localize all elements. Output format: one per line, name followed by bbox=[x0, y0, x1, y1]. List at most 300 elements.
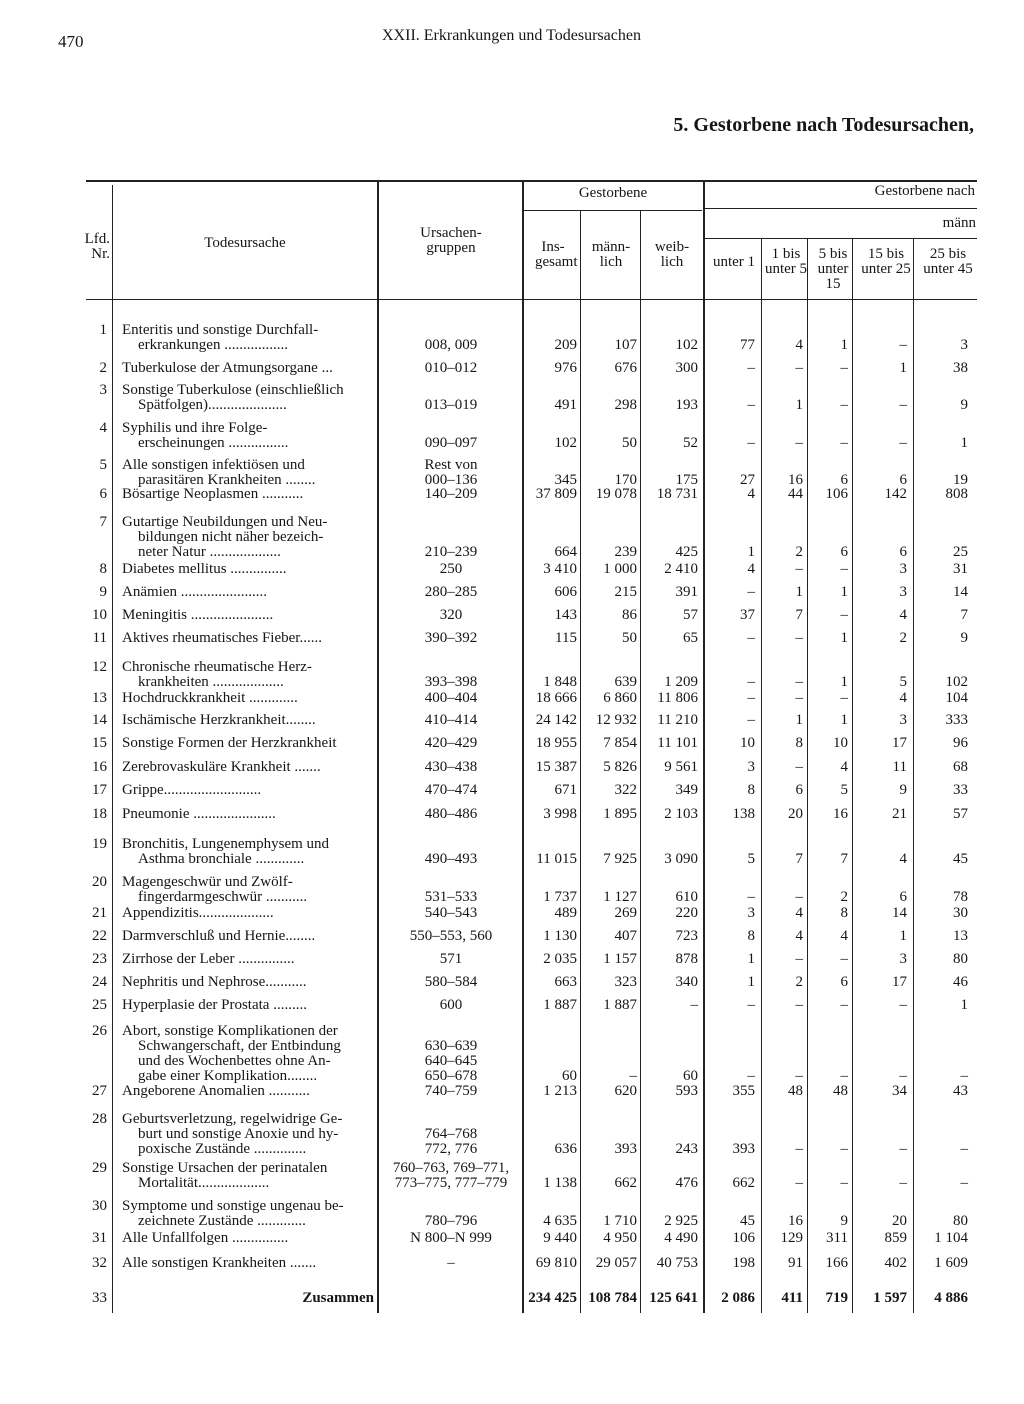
cause-name-line: Chronische rheumatische Herz- bbox=[122, 659, 312, 675]
cause-group-line: 531–533 bbox=[424, 889, 478, 905]
cause-name bbox=[122, 713, 374, 728]
male-age-under-1: 77 bbox=[740, 337, 755, 353]
row-number: 9 bbox=[99, 584, 107, 600]
male-age-25-45: 57 bbox=[953, 806, 968, 822]
male-age-1-5: 4 bbox=[795, 928, 803, 944]
male-age-5-15: 6 bbox=[840, 472, 848, 488]
cause-group-codes bbox=[384, 608, 518, 623]
male-age-1-5: 2 bbox=[795, 544, 803, 560]
cause-name-line: Sonstige Ursachen der perinatalen bbox=[122, 1160, 328, 1176]
col-rule-mae bbox=[640, 211, 641, 1313]
cause-name bbox=[122, 361, 374, 376]
male-age-15-25: 4 bbox=[899, 607, 907, 623]
male-age-15-25: 4 bbox=[899, 851, 907, 867]
cause-group-line: 090–097 bbox=[424, 435, 478, 451]
male-age-15-25: 11 bbox=[892, 759, 907, 775]
male-age-under-1: 3 bbox=[747, 759, 755, 775]
male-age-5-15: 5 bbox=[840, 782, 848, 798]
deaths-male: 1 895 bbox=[603, 806, 637, 822]
male-age-15-25: – bbox=[899, 997, 907, 1013]
cause-name bbox=[122, 660, 374, 690]
row-number: 11 bbox=[92, 630, 107, 646]
male-age-1-5: – bbox=[795, 1175, 803, 1191]
cause-group-codes bbox=[384, 1214, 518, 1229]
running-head: XXII. Erkrankungen und Todesursachen bbox=[382, 27, 641, 44]
cause-group-codes bbox=[384, 1127, 518, 1157]
male-age-under-1: – bbox=[747, 712, 755, 728]
male-age-5-15: – bbox=[840, 360, 848, 376]
deaths-total: 1 138 bbox=[543, 1175, 577, 1191]
deaths-female: – bbox=[690, 997, 698, 1013]
deaths-female: 340 bbox=[675, 974, 698, 990]
row-number: 28 bbox=[92, 1111, 107, 1127]
male-age-1-5: 20 bbox=[788, 806, 803, 822]
male-age-1-5: 4 bbox=[795, 905, 803, 921]
cause-name-line: Geburtsverletzung, regelwidrige Ge- bbox=[122, 1111, 343, 1127]
cause-group-codes bbox=[384, 436, 518, 451]
deaths-male: 7 854 bbox=[603, 735, 637, 751]
deaths-total: 671 bbox=[554, 782, 577, 798]
deaths-total: 3 410 bbox=[543, 561, 577, 577]
cause-name-line: Asthma bronchiale ............. bbox=[138, 851, 305, 867]
male-age-1-5: – bbox=[795, 561, 803, 577]
cause-group-codes bbox=[384, 585, 518, 600]
deaths-female: 476 bbox=[675, 1175, 698, 1191]
male-age-5-15: 1 bbox=[840, 337, 848, 353]
cause-name bbox=[122, 515, 374, 560]
deaths-total: 3 998 bbox=[543, 806, 577, 822]
cause-name-line: Aktives rheumatisches Fieber...... bbox=[122, 630, 322, 646]
cause-name-line: bildungen nicht näher bezeich- bbox=[138, 529, 324, 545]
header-gestorbene: Gestorbene bbox=[578, 185, 648, 201]
male-age-under-1: 393 bbox=[732, 1141, 755, 1157]
deaths-female: 220 bbox=[675, 905, 698, 921]
cause-group-codes bbox=[384, 929, 518, 944]
male-age-25-45: 68 bbox=[953, 759, 968, 775]
male-age-5-15: – bbox=[840, 951, 848, 967]
deaths-female: 1 209 bbox=[664, 674, 698, 690]
male-age-5-15: 4 bbox=[840, 759, 848, 775]
male-age-under-1: – bbox=[747, 690, 755, 706]
deaths-total: 1 887 bbox=[543, 997, 577, 1013]
header-bottom-rule bbox=[86, 299, 977, 300]
row-number: 23 bbox=[92, 951, 107, 967]
male-age-5-15: 6 bbox=[840, 544, 848, 560]
cause-group-line: 780–796 bbox=[424, 1213, 478, 1229]
deaths-total: 15 387 bbox=[535, 759, 577, 775]
male-age-5-15: 10 bbox=[833, 735, 848, 751]
col-rule-groups bbox=[522, 180, 524, 1313]
male-age-1-5: – bbox=[795, 360, 803, 376]
cause-group-codes bbox=[384, 361, 518, 376]
deaths-total: 663 bbox=[554, 974, 577, 990]
cause-name bbox=[122, 383, 374, 413]
deaths-female: 723 bbox=[675, 928, 698, 944]
cause-group-line: – bbox=[447, 1255, 455, 1271]
cause-group-line: 630–639 bbox=[424, 1038, 478, 1054]
deaths-female: 878 bbox=[675, 951, 698, 967]
row-number: 4 bbox=[99, 420, 107, 436]
total-deaths-total: 234 425 bbox=[528, 1290, 577, 1306]
cause-group-line: 000–136 bbox=[424, 472, 478, 488]
cause-group-line: 140–209 bbox=[424, 486, 478, 502]
cause-group-line: 400–404 bbox=[424, 690, 478, 706]
male-age-under-1: 45 bbox=[740, 1213, 755, 1229]
cause-name bbox=[122, 562, 374, 577]
deaths-total: 9 440 bbox=[543, 1230, 577, 1246]
deaths-male: 107 bbox=[614, 337, 637, 353]
deaths-male: 323 bbox=[614, 974, 637, 990]
deaths-female: 349 bbox=[675, 782, 698, 798]
male-age-under-1: 138 bbox=[732, 806, 755, 822]
deaths-total: 1 130 bbox=[543, 928, 577, 944]
cause-group-codes bbox=[384, 760, 518, 775]
male-age-25-45: 3 bbox=[960, 337, 968, 353]
male-age-under-1: – bbox=[747, 630, 755, 646]
cause-group-codes bbox=[384, 906, 518, 921]
cause-group-codes bbox=[384, 1039, 518, 1084]
male-age-25-45: 13 bbox=[953, 928, 968, 944]
deaths-total: 60 bbox=[562, 1068, 577, 1084]
cause-name bbox=[122, 585, 374, 600]
male-age-15-25: 20 bbox=[892, 1213, 907, 1229]
cause-name-line: Hochdruckkrankheit ............. bbox=[122, 690, 298, 706]
deaths-total: 143 bbox=[554, 607, 577, 623]
male-age-under-1: 355 bbox=[732, 1083, 755, 1099]
male-age-1-5: 16 bbox=[788, 1213, 803, 1229]
deaths-male: 1 887 bbox=[603, 997, 637, 1013]
deaths-female: 243 bbox=[675, 1141, 698, 1157]
maenn-rule bbox=[705, 238, 977, 239]
cause-group-codes bbox=[384, 631, 518, 646]
row-number: 17 bbox=[92, 782, 107, 798]
male-age-15-25: 4 bbox=[899, 690, 907, 706]
table-title: 5. Gestorbene nach Todesursachen, bbox=[673, 114, 974, 136]
cause-name-line: Ischämische Herzkrankheit........ bbox=[122, 712, 316, 728]
row-number: 15 bbox=[92, 735, 107, 751]
male-age-25-45: 102 bbox=[945, 674, 968, 690]
cause-name-line: Diabetes mellitus ............... bbox=[122, 561, 287, 577]
cause-name bbox=[122, 875, 374, 905]
cause-group-codes bbox=[384, 807, 518, 822]
cause-name-line: erscheinungen ................ bbox=[138, 435, 289, 451]
male-age-1-5: – bbox=[795, 674, 803, 690]
male-age-15-25: 1 bbox=[899, 360, 907, 376]
male-age-25-45: 80 bbox=[953, 1213, 968, 1229]
cause-group-line: 773–775, 777–779 bbox=[394, 1175, 508, 1191]
deaths-male: 29 057 bbox=[595, 1255, 637, 1271]
cause-group-line: N 800–N 999 bbox=[410, 1230, 492, 1246]
male-age-5-15: – bbox=[840, 1068, 848, 1084]
deaths-female: 193 bbox=[675, 397, 698, 413]
header-todesursache: Todesursache bbox=[204, 235, 286, 251]
cause-name bbox=[122, 1256, 374, 1271]
deaths-male: 50 bbox=[622, 630, 637, 646]
header-age-1-bis-5: 1 bis unter 5 bbox=[764, 246, 808, 277]
header-age-unter-1: unter 1 bbox=[712, 254, 756, 270]
male-age-5-15: – bbox=[840, 397, 848, 413]
male-age-25-45: 96 bbox=[953, 735, 968, 751]
cause-name-line: und des Wochenbettes ohne An- bbox=[138, 1053, 331, 1069]
cause-name bbox=[122, 837, 374, 867]
male-age-25-45: 104 bbox=[945, 690, 968, 706]
male-age-1-5: – bbox=[795, 997, 803, 1013]
total-deaths-female: 125 641 bbox=[649, 1290, 698, 1306]
male-age-15-25: – bbox=[899, 1175, 907, 1191]
cause-name bbox=[122, 1112, 374, 1157]
deaths-total: 18 666 bbox=[535, 690, 577, 706]
cause-group-codes bbox=[384, 691, 518, 706]
cause-name-line: Magengeschwür und Zwölf- bbox=[122, 874, 293, 890]
male-age-15-25: 3 bbox=[899, 584, 907, 600]
male-age-5-15: 6 bbox=[840, 974, 848, 990]
male-age-15-25: 6 bbox=[899, 889, 907, 905]
header-ursachengruppen: Ursachen- gruppen bbox=[420, 225, 482, 256]
cause-name bbox=[122, 1024, 374, 1084]
male-age-25-45: 31 bbox=[953, 561, 968, 577]
deaths-female: 593 bbox=[675, 1083, 698, 1099]
cause-name-line: Anämien ....................... bbox=[122, 584, 267, 600]
cause-group-line: 320 bbox=[439, 607, 463, 623]
row-number: 10 bbox=[92, 607, 107, 623]
cause-name-line: Alle sonstigen Krankheiten ....... bbox=[122, 1255, 317, 1271]
cause-name-line: erkrankungen ................. bbox=[138, 337, 288, 353]
gestorbene-nach-rule bbox=[705, 208, 977, 209]
deaths-male: 1 710 bbox=[603, 1213, 637, 1229]
cause-group-codes bbox=[384, 1161, 518, 1191]
deaths-female: 11 806 bbox=[657, 690, 698, 706]
deaths-male: 5 826 bbox=[603, 759, 637, 775]
male-age-1-5: 1 bbox=[795, 712, 803, 728]
male-age-5-15: 16 bbox=[833, 806, 848, 822]
male-age-5-15: – bbox=[840, 1175, 848, 1191]
cause-group-line: 550–553, 560 bbox=[409, 928, 493, 944]
deaths-female: 11 101 bbox=[657, 735, 698, 751]
male-age-under-1: – bbox=[747, 397, 755, 413]
male-age-15-25: 859 bbox=[884, 1230, 907, 1246]
deaths-total: 2 035 bbox=[543, 951, 577, 967]
male-age-5-15: 2 bbox=[840, 889, 848, 905]
male-age-25-45: 9 bbox=[960, 630, 968, 646]
male-age-1-5: 8 bbox=[795, 735, 803, 751]
deaths-male: 676 bbox=[614, 360, 637, 376]
male-age-5-15: – bbox=[840, 690, 848, 706]
male-age-under-1: 5 bbox=[747, 851, 755, 867]
cause-name bbox=[122, 487, 374, 502]
deaths-male: 298 bbox=[614, 397, 637, 413]
cause-name-line: neter Natur ................... bbox=[138, 544, 281, 560]
cause-name-line: burt und sonstige Anoxie und hy- bbox=[138, 1126, 339, 1142]
male-age-1-5: 7 bbox=[795, 851, 803, 867]
cause-group-line: 010–012 bbox=[424, 360, 478, 376]
male-age-1-5: – bbox=[795, 1068, 803, 1084]
row-number: 14 bbox=[92, 712, 107, 728]
cause-group-line: 640–645 bbox=[424, 1053, 478, 1069]
male-age-15-25: 34 bbox=[892, 1083, 907, 1099]
cause-name-line: poxische Zustände .............. bbox=[138, 1141, 307, 1157]
male-age-1-5: 91 bbox=[788, 1255, 803, 1271]
row-number: 29 bbox=[92, 1160, 107, 1176]
cause-group-line: 571 bbox=[439, 951, 463, 967]
male-age-under-1: 662 bbox=[732, 1175, 755, 1191]
cause-group-line: 420–429 bbox=[424, 735, 478, 751]
male-age-25-45: 9 bbox=[960, 397, 968, 413]
row-number: 26 bbox=[92, 1023, 107, 1039]
male-age-25-45: 25 bbox=[953, 544, 968, 560]
cause-name-line: Symptome und sonstige ungenau be- bbox=[122, 1198, 344, 1214]
male-age-1-5: 6 bbox=[795, 782, 803, 798]
total-male-age-1-5: 411 bbox=[781, 1290, 803, 1306]
cause-name bbox=[122, 952, 374, 967]
male-age-under-1: – bbox=[747, 1068, 755, 1084]
cause-name-line: Meningitis ...................... bbox=[122, 607, 274, 623]
deaths-female: 300 bbox=[675, 360, 698, 376]
cause-group-line: Rest von bbox=[424, 457, 478, 473]
male-age-under-1: 4 bbox=[747, 561, 755, 577]
male-age-25-45: 1 bbox=[960, 997, 968, 1013]
male-age-25-45: 78 bbox=[953, 889, 968, 905]
deaths-total: 4 635 bbox=[543, 1213, 577, 1229]
cause-group-codes bbox=[384, 890, 518, 905]
cause-group-line: 008, 009 bbox=[424, 337, 478, 353]
deaths-total: 976 bbox=[554, 360, 577, 376]
cause-group-codes bbox=[384, 998, 518, 1013]
male-age-under-1: 10 bbox=[740, 735, 755, 751]
male-age-under-1: 1 bbox=[747, 544, 755, 560]
cause-group-line: 390–392 bbox=[424, 630, 478, 646]
cause-group-codes bbox=[384, 545, 518, 560]
deaths-male: 4 950 bbox=[603, 1230, 637, 1246]
deaths-female: 102 bbox=[675, 337, 698, 353]
deaths-female: 425 bbox=[675, 544, 698, 560]
male-age-25-45: 19 bbox=[953, 472, 968, 488]
deaths-male: 1 157 bbox=[603, 951, 637, 967]
deaths-male: 86 bbox=[622, 607, 637, 623]
male-age-1-5: – bbox=[795, 1141, 803, 1157]
cause-group-codes bbox=[384, 1084, 518, 1099]
male-age-1-5: 44 bbox=[788, 486, 803, 502]
male-age-15-25: – bbox=[899, 397, 907, 413]
male-age-25-45: 1 104 bbox=[934, 1230, 968, 1246]
male-age-5-15: 1 bbox=[840, 630, 848, 646]
deaths-total: 664 bbox=[554, 544, 577, 560]
male-age-under-1: – bbox=[747, 997, 755, 1013]
cause-group-line: 393–398 bbox=[424, 674, 478, 690]
total-male-age-5-15: 719 bbox=[825, 1290, 848, 1306]
header-maenn: männ bbox=[942, 215, 976, 231]
cause-group-codes bbox=[384, 975, 518, 990]
header-age-5-bis-15: 5 bis unter 15 bbox=[817, 246, 849, 292]
deaths-total: 115 bbox=[555, 630, 577, 646]
male-age-5-15: – bbox=[840, 561, 848, 577]
male-age-25-45: 14 bbox=[953, 584, 968, 600]
deaths-female: 9 561 bbox=[664, 759, 698, 775]
male-age-5-15: 9 bbox=[840, 1213, 848, 1229]
header-insgesamt: Ins- gesamt bbox=[535, 239, 578, 270]
cause-name-line: Grippe.......................... bbox=[122, 782, 262, 798]
male-age-5-15: 4 bbox=[840, 928, 848, 944]
deaths-total: 209 bbox=[554, 337, 577, 353]
cause-group-line: 760–763, 769–771, bbox=[392, 1160, 510, 1176]
deaths-male: 12 932 bbox=[595, 712, 637, 728]
male-age-25-45: 1 609 bbox=[934, 1255, 968, 1271]
cause-group-line: 480–486 bbox=[424, 806, 478, 822]
deaths-total: 1 848 bbox=[543, 674, 577, 690]
deaths-male: 7 925 bbox=[603, 851, 637, 867]
col-rule-1b5 bbox=[807, 239, 808, 1313]
deaths-total: 69 810 bbox=[535, 1255, 577, 1271]
header-weiblich: weib- lich bbox=[654, 239, 690, 270]
cause-name bbox=[122, 807, 374, 822]
male-age-1-5: 4 bbox=[795, 337, 803, 353]
cause-group-codes bbox=[384, 736, 518, 751]
cause-name bbox=[122, 975, 374, 990]
deaths-female: 610 bbox=[675, 889, 698, 905]
total-deaths-male: 108 784 bbox=[588, 1290, 637, 1306]
deaths-male: 1 127 bbox=[603, 889, 637, 905]
cause-name-line: Sonstige Tuberkulose (einschließlich bbox=[122, 382, 344, 398]
header-age-15-bis-25: 15 bis unter 25 bbox=[861, 246, 911, 277]
deaths-total: 606 bbox=[554, 584, 577, 600]
male-age-15-25: 6 bbox=[899, 544, 907, 560]
male-age-15-25: 14 bbox=[892, 905, 907, 921]
male-age-25-45: 33 bbox=[953, 782, 968, 798]
row-number: 30 bbox=[92, 1198, 107, 1214]
row-number: 27 bbox=[92, 1083, 107, 1099]
male-age-25-45: 46 bbox=[953, 974, 968, 990]
cause-name-line: Gutartige Neubildungen und Neu- bbox=[122, 514, 328, 530]
male-age-15-25: 3 bbox=[899, 951, 907, 967]
deaths-male: 407 bbox=[614, 928, 637, 944]
male-age-5-15: 311 bbox=[826, 1230, 848, 1246]
row-number: 19 bbox=[92, 836, 107, 852]
deaths-total: 1 737 bbox=[543, 889, 577, 905]
male-age-15-25: 3 bbox=[899, 712, 907, 728]
male-age-1-5: 129 bbox=[780, 1230, 803, 1246]
cause-name-line: Enteritis und sonstige Durchfall- bbox=[122, 322, 319, 338]
male-age-1-5: – bbox=[795, 690, 803, 706]
cause-name bbox=[122, 323, 374, 353]
cause-name-line: Alle Unfallfolgen ............... bbox=[122, 1230, 289, 1246]
male-age-25-45: – bbox=[960, 1068, 968, 1084]
row-number: 5 bbox=[99, 457, 107, 473]
row-number: 16 bbox=[92, 759, 107, 775]
deaths-female: 52 bbox=[683, 435, 698, 451]
deaths-total: 1 213 bbox=[543, 1083, 577, 1099]
male-age-5-15: 106 bbox=[825, 486, 848, 502]
deaths-male: 1 000 bbox=[603, 561, 637, 577]
male-age-25-45: 808 bbox=[945, 486, 968, 502]
row-number: 3 bbox=[99, 382, 107, 398]
male-age-15-25: 5 bbox=[899, 674, 907, 690]
cause-group-codes bbox=[384, 398, 518, 413]
cause-name-line: Zerebrovaskuläre Krankheit ....... bbox=[122, 759, 321, 775]
row-number: 20 bbox=[92, 874, 107, 890]
cause-name bbox=[122, 760, 374, 775]
cause-group-line: 410–414 bbox=[424, 712, 478, 728]
cause-group-codes bbox=[384, 562, 518, 577]
male-age-5-15: 1 bbox=[840, 584, 848, 600]
deaths-total: 489 bbox=[554, 905, 577, 921]
deaths-female: 2 103 bbox=[664, 806, 698, 822]
header-maennlich: männ- lich bbox=[591, 239, 631, 270]
male-age-1-5: 1 bbox=[795, 397, 803, 413]
male-age-1-5: – bbox=[795, 630, 803, 646]
cause-group-codes bbox=[384, 338, 518, 353]
cause-group-codes bbox=[384, 852, 518, 867]
header-top-rule bbox=[86, 180, 977, 182]
row-number: 18 bbox=[92, 806, 107, 822]
